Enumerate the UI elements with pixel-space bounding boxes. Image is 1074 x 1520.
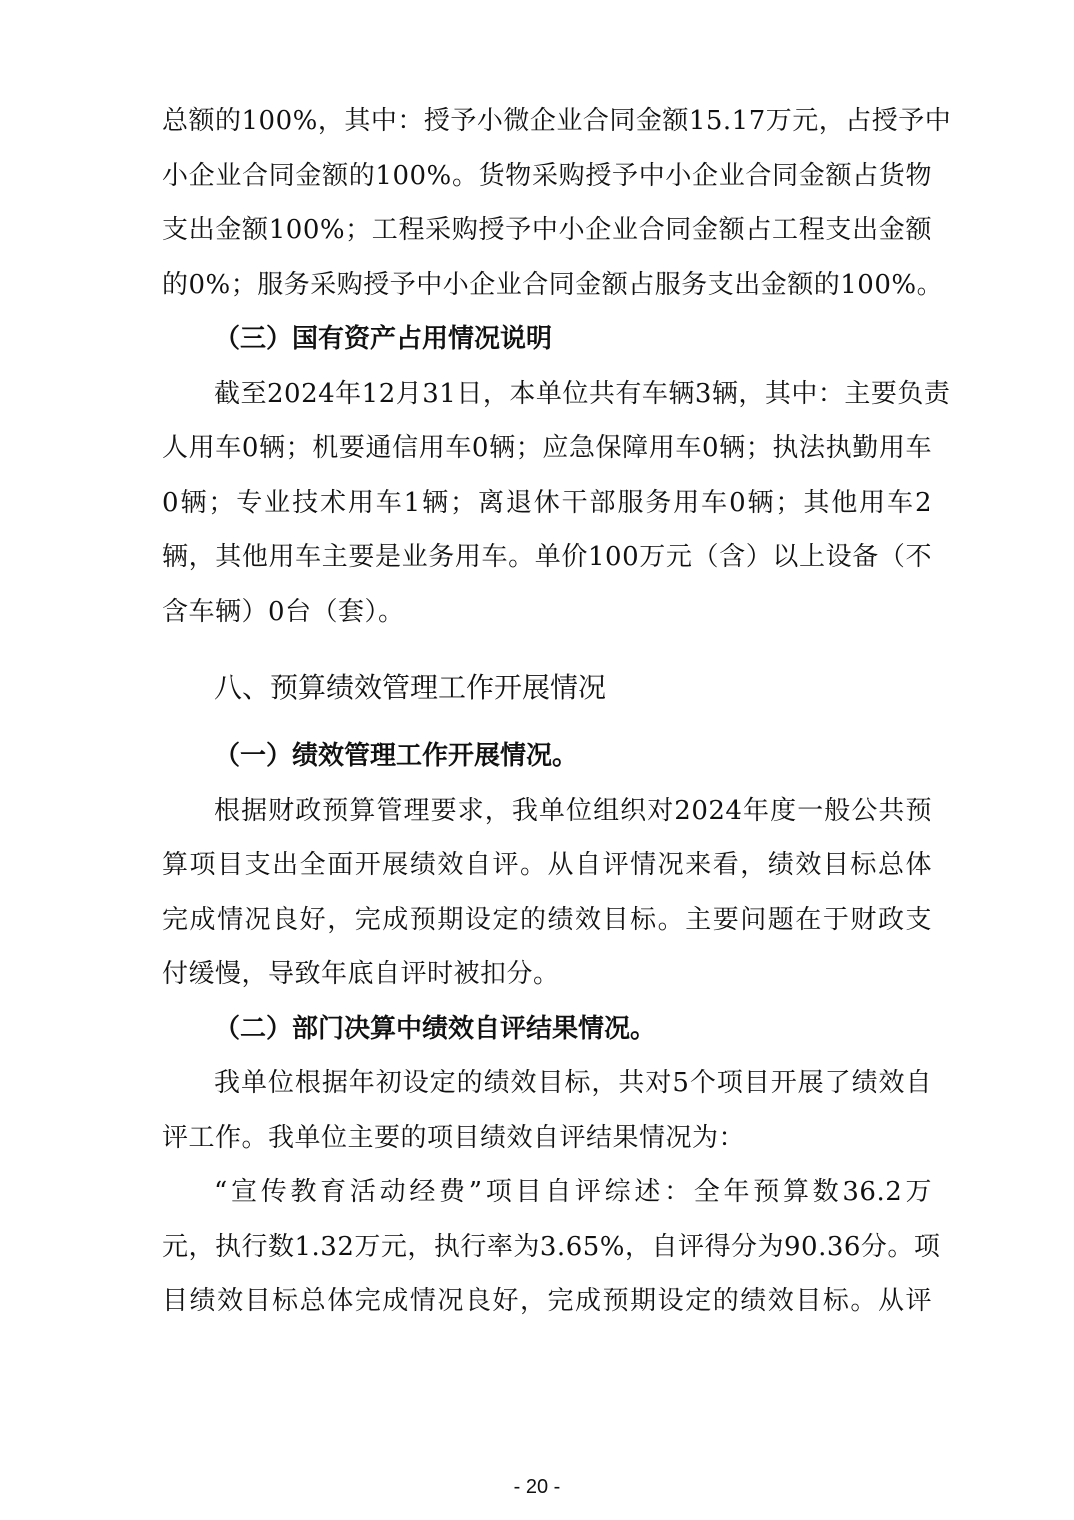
paragraph-self-evaluation: [162, 784, 932, 1002]
text-line: 截至2024年12月31日，本单位共有车辆3辆，其中：主要负责: [214, 378, 951, 409]
text-line: 辆，其他用车主要是业务用车。单价100万元（含）以上设备（不: [162, 542, 932, 572]
page-number: - 20 -: [513, 1476, 561, 1498]
text-line: 完成情况良好，完成预期设定的绩效目标。主要问题在于财政支: [162, 904, 932, 935]
text-line: 0辆；专业技术用车1辆；离退休干部服务用车0辆；其他用车2: [162, 487, 932, 518]
text-line: 的0%；服务采购授予中小企业合同金额占服务支出金额的100%。: [162, 269, 944, 300]
text-line: 付缓慢，导致年底自评时被扣分。: [162, 959, 560, 989]
text-line: 算项目支出全面开展绩效自评。从自评情况来看，绩效目标总体: [162, 850, 932, 880]
text-line: 我单位根据年初设定的绩效目标，共对5个项目开展了绩效自: [214, 1068, 932, 1098]
text-line: 含车辆）0台（套）。: [162, 596, 405, 627]
text-line: 评工作。我单位主要的项目绩效自评结果情况为：: [162, 1122, 746, 1153]
section-heading-performance: 八、预算绩效管理工作开展情况: [214, 671, 607, 704]
text-line: 支出金额100%；工程采购授予中小企业合同金额占工程支出金额: [162, 215, 932, 245]
paragraph-vehicles: [162, 367, 951, 640]
text-line: “宣传教育活动经费”项目自评综述：全年预算数36.2万: [214, 1177, 932, 1207]
subheading-performance-management: （一）绩效管理工作开展情况。: [214, 741, 579, 771]
text-line: 根据财政预算管理要求，我单位组织对2024年度一般公共预: [214, 795, 932, 826]
text-line: 目绩效目标总体完成情况良好，完成预期设定的绩效目标。从评: [162, 1286, 932, 1316]
text-line: 人用车0辆；机要通信用车0辆；应急保障用车0辆；执法执勤用车: [162, 433, 932, 463]
page-content: [162, 94, 952, 1329]
subheading-evaluation-results: （二）部门决算中绩效自评结果情况。: [214, 1013, 657, 1044]
subheading-state-assets: （三）国有资产占用情况说明: [214, 324, 553, 354]
paragraph-project-summary: [162, 1165, 941, 1329]
text-line: 元，执行数1.32万元，执行率为3.65%，自评得分为90.36分。项: [162, 1231, 941, 1262]
text-line: 总额的100%，其中：授予小微企业合同金额15.17万元，占授予中: [162, 106, 952, 136]
paragraph-procurement: [162, 94, 952, 312]
text-line: 小企业合同金额的100%。货物采购授予中小企业合同金额占货物: [162, 160, 932, 191]
paragraph-projects: [162, 1056, 932, 1165]
